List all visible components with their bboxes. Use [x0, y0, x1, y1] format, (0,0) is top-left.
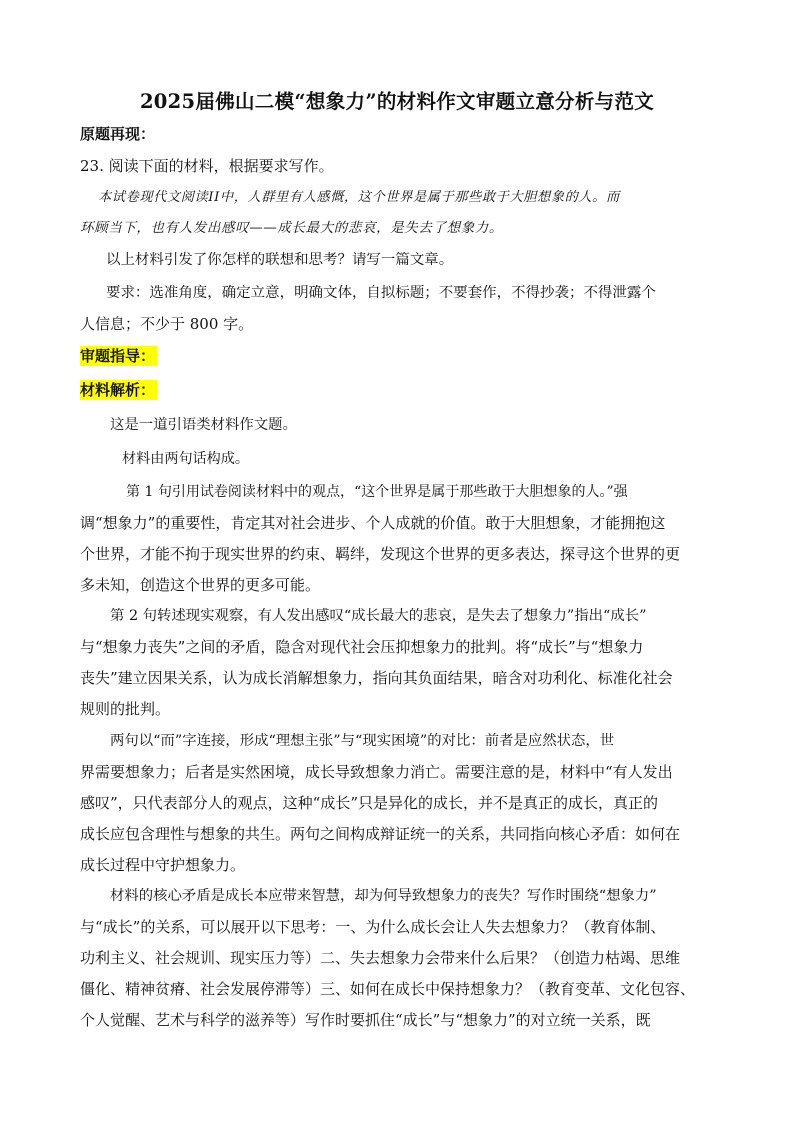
body-line: 个世界，才能不拘于现实世界的约束、羁绊，发现这个世界的更多表达，探寻这个世界的更 [80, 545, 681, 563]
body-line: 成长应包含理性与想象的共生。两句之间构成辩证统一的关系，共同指向核心矛盾：如何在 [80, 825, 681, 843]
requirement-line-2: 人信息；不少于 800 字。 [80, 315, 254, 333]
question-line: 23. 阅读下面的材料，根据要求写作。 [80, 157, 334, 175]
analysis-heading: 材料解析： [80, 381, 156, 399]
body-line: 个人觉醒、艺术与科学的滋养等）写作时要抓住“成长”与“想象力”的对立统一关系，既 [80, 1011, 651, 1029]
body-line: 第 2 句转述现实观察，有人发出感叹“成长最大的悲哀，是失去了想象力”指出“成长” [110, 608, 647, 624]
requirement-line-1: 要求：选准角度，确定立意，明确文体，自拟标题；不要套作，不得抄袭；不得泄露个 [106, 285, 656, 301]
guide-heading: 审题指导： [80, 347, 156, 365]
body-line: 与“想象力丧失”之间的矛盾，隐含对现代社会压抑想象力的批判。将“成长”与“想象力 [80, 638, 644, 656]
body-line: 材料的核心矛盾是成长本应带来智慧，却为何导致想象力的丧失？写作时围绕“想象力” [110, 888, 657, 904]
body-line: 与“成长”的关系，可以展开以下思考：一、为什么成长会让人失去想象力？（教育体制、 [80, 918, 666, 936]
material-quote-line-2: 环顾当下，也有人发出感叹——成长最大的悲哀，是失去了想象力。 [80, 220, 503, 236]
body-line: 成长过程中守护想象力。 [80, 856, 246, 874]
document-title: 2025届佛山二模“想象力”的材料作文审题立意分析与范文 [139, 90, 655, 113]
analysis-heading-wrap [80, 380, 720, 400]
body-line: 感叹”，只代表部分人的观点，这种“成长”只是异化的成长，并不是真正的成长，真正的 [80, 794, 659, 812]
writing-prompt: 以上材料引发了你怎样的联想和思考？请写一篇文章。 [106, 252, 454, 268]
body-line: 材料由两句话构成。 [122, 451, 249, 467]
body-line: 界需要想象力；后者是实然困境，成长导致想象力消亡。需要注意的是，材料中“有人发出 [80, 763, 673, 781]
original-question-heading: 原题再现： [80, 125, 156, 143]
body-line: 规则的批判。 [80, 700, 171, 718]
body-line: 调“想象力”的重要性，肯定其对社会进步、个人成就的价值。敢于大胆想象，才能拥抱这 [80, 514, 666, 532]
body-line: 多未知，创造这个世界的更多可能。 [80, 576, 321, 594]
guide-heading-wrap [80, 346, 720, 366]
body-line: 僵化、精神贫瘠、社会发展停滞等）三、如何在成长中保持想象力？（教育变革、文化包容、 [80, 980, 696, 998]
body-line: 丧失”建立因果关系，认为成长消解想象力，指向其负面结果，暗含对功利化、标准化社会 [80, 669, 673, 687]
body-line: 两句以“而”字连接，形成“理想主张”与“现实困境”的对比：前者是应然状态，世 [110, 733, 615, 749]
body-line: 这是一道引语类材料作文题。 [110, 417, 297, 433]
body-line: 功利主义、社会规训、现实压力等）二、失去想象力会带来什么后果？（创造力枯竭、思维 [80, 949, 681, 967]
material-quote-line-1: 本试卷现代文阅读II中，人群里有人感慨，这个世界是属于那些敢于大胆想象的人。而 [98, 190, 620, 205]
body-line: 第 1 句引用试卷阅读材料中的观点，“这个世界是属于那些敢于大胆想象的人。”强 [126, 484, 628, 500]
